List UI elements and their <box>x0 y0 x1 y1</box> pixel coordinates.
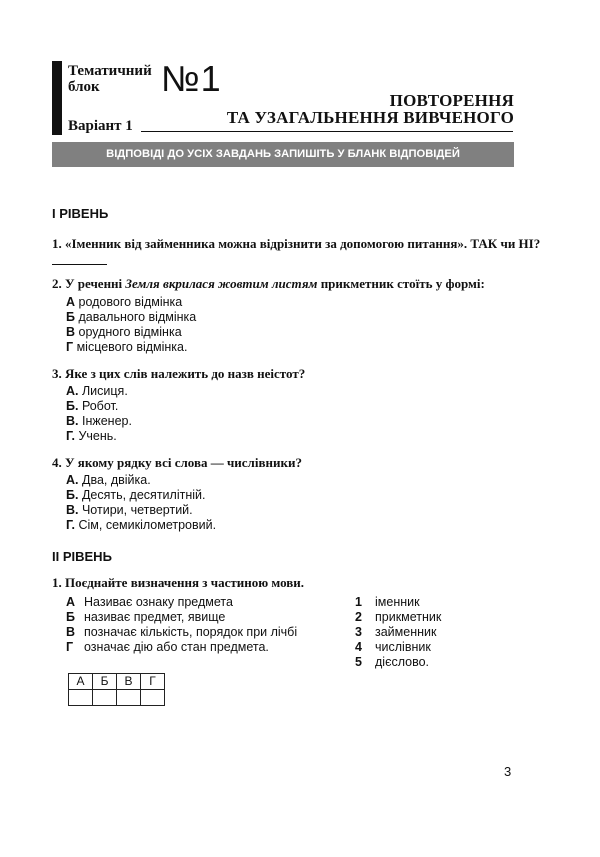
level1-q2-pre: 2. У реченні <box>52 276 126 291</box>
page-number: 3 <box>504 764 512 779</box>
block-label <box>68 63 160 95</box>
match-right-1: 1 іменник <box>355 595 420 609</box>
block-number: №1 <box>161 58 222 99</box>
match-right-5: 5 дієслово. <box>355 655 430 669</box>
header-rule <box>141 131 513 132</box>
level1-q4-text: 4. У якому рядку всі слова — числівники? <box>52 455 302 470</box>
match-left-a: А Називає ознаку предмета <box>66 595 233 609</box>
level1-title: I РІВЕНЬ <box>52 206 109 221</box>
topic-title-line1: ПОВТОРЕННЯ <box>389 91 514 110</box>
level1-q4-option-d: Г. Сім, семикілометровий. <box>66 518 217 532</box>
match-right-4: 4 числівник <box>355 640 431 654</box>
level1-q2-option-d: Г місцевого відмінка. <box>66 340 188 354</box>
answer-grid-header: Б <box>93 674 117 690</box>
match-left-c: В позначає кількість, порядок при лічбі <box>66 625 298 639</box>
answer-grid-header: В <box>117 674 141 690</box>
topic-title-line2: ТА УЗАГАЛЬНЕННЯ ВИВЧЕНОГО <box>226 108 514 127</box>
match-right-3: 3 займенник <box>355 625 437 639</box>
level1-q3-option-b: Б. Робот. <box>66 399 119 413</box>
level1-q3-option-a: А. Лисиця. <box>66 384 128 398</box>
match-left-b: Б називає предмет, явище <box>66 610 226 624</box>
level1-q2-post: прикметник стоїть у формі: <box>317 276 485 291</box>
instruction-text: ВІДПОВІДІ ДО УСІХ ЗАВДАНЬ ЗАПИШІТЬ У БЛАНК ВІДПОВІДЕЙ <box>106 148 460 160</box>
topic-title <box>227 92 514 126</box>
level1-q4-option-c: В. Чотири, четвертий. <box>66 503 193 517</box>
level1-q2-text <box>52 276 485 292</box>
answer-grid-header: А <box>69 674 93 690</box>
answer-grid-header-row <box>69 674 165 690</box>
level1-q2-option-c: В орудного відмінка <box>66 325 182 339</box>
answer-grid-cell[interactable] <box>69 690 93 706</box>
block-label-line1: Тематичний <box>68 63 152 79</box>
level1-q3-text: 3. Яке з цих слів належить до назв неістот? <box>52 366 306 381</box>
header-black-bar <box>52 61 62 135</box>
level1-q2-option-a: А родового відмінка <box>66 295 183 309</box>
answer-grid-input-row <box>69 690 165 706</box>
level1-q3-option-d: Г. Учень. <box>66 429 117 443</box>
match-right-2: 2 прикметник <box>355 610 442 624</box>
answer-grid-header: Г <box>141 674 165 690</box>
level1-q1-text: 1. «Іменник від займенника можна відрізнити за допомогою питання». ТАК чи НІ? <box>52 236 541 251</box>
level1-q1-answer-line <box>52 264 107 265</box>
level2-title: II РІВЕНЬ <box>52 549 112 564</box>
answer-grid-cell[interactable] <box>117 690 141 706</box>
answer-grid-cell[interactable] <box>141 690 165 706</box>
level1-q3-option-c: В. Інженер. <box>66 414 132 428</box>
match-left-d: Г означає дію або стан предмета. <box>66 640 269 654</box>
level1-q4-option-a: А. Два, двійка. <box>66 473 151 487</box>
level2-q1-text: 1. Поєднайте визначення з частиною мови. <box>52 575 305 590</box>
answer-grid-cell[interactable] <box>93 690 117 706</box>
level1-q4-option-b: Б. Десять, десятилітній. <box>66 488 206 502</box>
variant-label: Варіант 1 <box>68 118 133 134</box>
level1-q2-italic: Земля вкрилася жовтим листям <box>125 276 318 291</box>
block-label-line2: блок <box>68 79 100 95</box>
answer-grid <box>68 673 165 706</box>
level1-q2-option-b: Б давального відмінка <box>66 310 197 324</box>
